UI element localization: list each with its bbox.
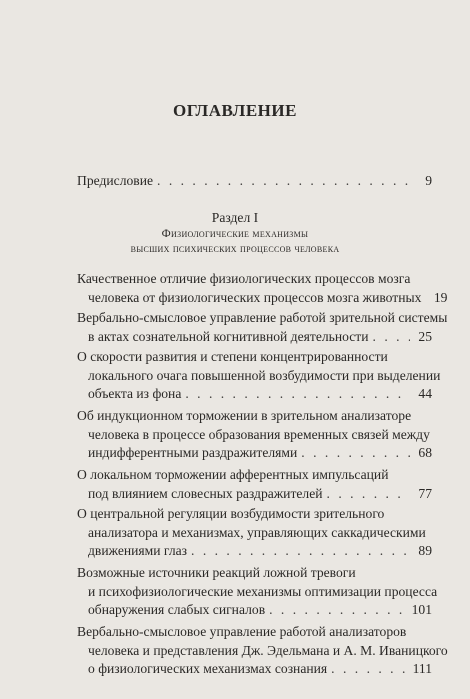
leader-dots xyxy=(327,485,410,504)
toc-entry-line: О скорости развития и степени концентрированности xyxy=(77,349,388,364)
toc-entry[interactable] xyxy=(77,348,441,404)
toc-page-number: 68 xyxy=(418,445,432,461)
toc-entry-line: под влиянием словесных раздражителей xyxy=(88,485,323,501)
toc-entry-line: обнаружения слабых сигналов xyxy=(88,602,266,618)
toc-entry-line: О локальном торможении афферентных импульсаций xyxy=(77,467,389,482)
toc-page-number: 89 xyxy=(418,543,432,559)
toc-page-number: 44 xyxy=(418,386,432,402)
toc-entry-line: объекта из фона xyxy=(88,386,182,402)
leader-dots xyxy=(269,601,407,620)
toc-entry[interactable] xyxy=(77,505,432,561)
toc-entry-line: в актах сознательной когнитивной деятельности xyxy=(88,328,369,344)
toc-title: ОГЛАВЛЕНИЕ xyxy=(173,101,297,120)
leader-dots xyxy=(191,542,410,561)
section-title-line1: Физиологические механизмы xyxy=(161,228,309,240)
toc-page-number: 77 xyxy=(418,485,432,501)
toc-entry-line: Вербально-смысловое управление работой анализаторов xyxy=(77,624,407,639)
section-title-line2: высших психических процессов человека xyxy=(130,243,340,255)
toc-page-number: 111 xyxy=(412,661,432,677)
toc-entry-line: О центральной регуляции возбудимости зрительного xyxy=(77,506,385,521)
toc-entry-line: Возможные источники реакций ложной тревоги xyxy=(77,565,356,580)
leader-dots xyxy=(185,385,410,404)
toc-entry-preface[interactable] xyxy=(77,172,432,191)
toc-entry[interactable] xyxy=(77,270,448,307)
toc-entry-line: локального очага повышенной возбудимости при выделении xyxy=(88,367,441,383)
toc-page-number: 25 xyxy=(418,328,432,344)
toc-entry-line: человека от физиологических процессов мозга животных xyxy=(88,289,422,305)
leader-dots xyxy=(301,444,410,463)
toc-entry[interactable] xyxy=(77,564,438,620)
toc-entry-line: человека в процессе образования временных связей между xyxy=(88,426,430,442)
toc-entry[interactable] xyxy=(77,623,448,679)
toc-entry-line: Вербально-смысловое управление работой зрительной системы xyxy=(77,310,448,325)
leader-dots xyxy=(373,328,410,347)
toc-page-number: 19 xyxy=(433,289,448,305)
toc-entry[interactable] xyxy=(77,407,432,463)
toc-entry-line: движениями глаз xyxy=(88,543,188,559)
toc-entry-line: анализатора и механизмах, управляющих саккадическими xyxy=(88,524,426,540)
leader-dots xyxy=(157,172,410,191)
section-label: Раздел I xyxy=(211,210,259,225)
toc-entry-line: индифферентными раздражителями xyxy=(88,445,298,461)
toc-entry-line: и психофизиологические механизмы оптимизации процесса xyxy=(88,583,438,599)
toc-entry-label: Предисловие xyxy=(77,173,154,188)
toc-entry[interactable] xyxy=(77,309,448,346)
toc-entry-line: человека и представления Дж. Эдельмана и А. М. Иваницкого xyxy=(88,642,448,658)
toc-page-number: 9 xyxy=(425,173,432,188)
toc-entry-line: Качественное отличие физиологических процессов мозга xyxy=(77,271,411,286)
toc-entry-line: о физиологических механизмах сознания xyxy=(88,661,328,677)
leader-dots xyxy=(331,660,408,679)
toc-entry[interactable] xyxy=(77,466,432,503)
toc-entry-line: Об индукционном торможении в зрительном анализаторе xyxy=(77,408,412,423)
toc-page-number: 101 xyxy=(411,602,432,618)
